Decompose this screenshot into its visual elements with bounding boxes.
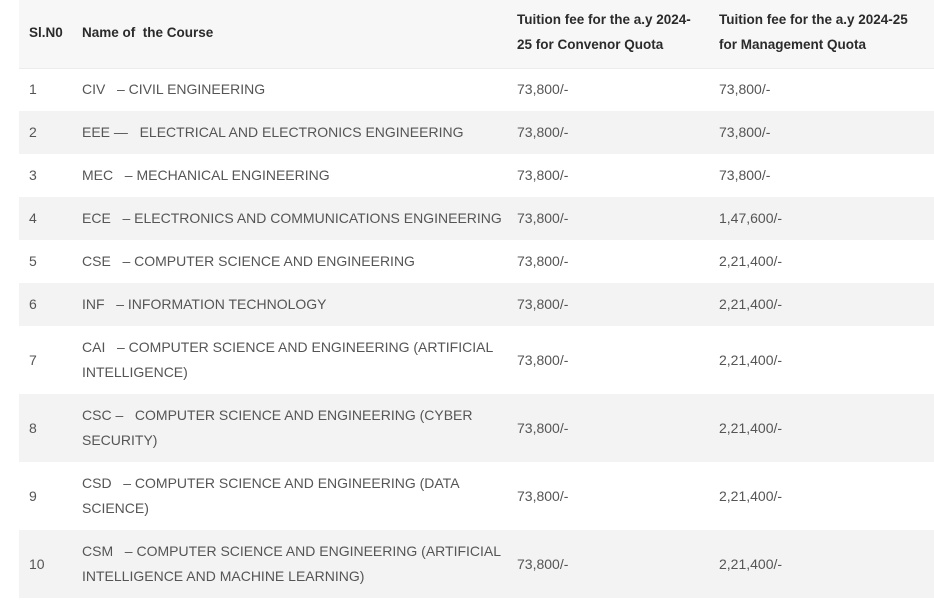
cell-convenor-fee: 73,800/- — [517, 487, 569, 504]
table-row — [19, 154, 934, 197]
table-header — [19, 0, 934, 68]
table-body — [19, 68, 934, 598]
table-row — [19, 394, 934, 462]
cell-convenor-fee: 73,800/- — [517, 351, 569, 368]
cell-course: ECE – ELECTRONICS AND COMMUNICATIONS ENGINEERING — [82, 210, 502, 226]
cell-sno: 9 — [29, 487, 37, 504]
cell-course: CIV – CIVIL ENGINEERING — [82, 81, 266, 98]
header-course: Name of the Course — [82, 24, 214, 40]
cell-course: CSC – COMPUTER SCIENCE AND ENGINEERING (CYBER SECURITY) — [82, 407, 477, 448]
cell-management-fee: 2,21,400/- — [719, 351, 783, 368]
cell-management-fee: 2,21,400/- — [719, 487, 783, 504]
cell-sno: 8 — [29, 419, 37, 436]
cell-management-fee: 73,800/- — [719, 81, 771, 98]
table-row — [19, 68, 934, 111]
cell-course: CAI – COMPUTER SCIENCE AND ENGINEERING (ARTIFICIAL INTELLIGENCE) — [82, 339, 497, 380]
cell-course: CSD – COMPUTER SCIENCE AND ENGINEERING (DATA SCIENCE) — [82, 475, 463, 516]
table-row — [19, 240, 934, 283]
fee-table — [19, 0, 934, 598]
cell-convenor-fee: 73,800/- — [517, 81, 569, 98]
cell-sno: 5 — [29, 253, 37, 269]
cell-management-fee: 2,21,400/- — [719, 555, 783, 572]
cell-convenor-fee: 73,800/- — [517, 253, 569, 269]
cell-management-fee: 2,21,400/- — [719, 296, 783, 312]
cell-convenor-fee: 73,800/- — [517, 296, 569, 312]
header-row — [19, 0, 934, 68]
cell-management-fee: 73,800/- — [719, 167, 771, 183]
cell-management-fee: 2,21,400/- — [719, 253, 783, 269]
cell-course: CSE – COMPUTER SCIENCE AND ENGINEERING — [82, 253, 415, 269]
cell-course: EEE — ELECTRICAL AND ELECTRONICS ENGINEERING — [82, 124, 464, 140]
cell-course: MEC – MECHANICAL ENGINEERING — [82, 167, 330, 183]
table-row — [19, 462, 934, 530]
cell-management-fee: 2,21,400/- — [719, 419, 783, 436]
cell-sno: 6 — [29, 296, 37, 312]
header-management-fee: Tuition fee for the a.y 2024-25 for Management Quota — [719, 12, 908, 53]
cell-convenor-fee: 73,800/- — [517, 210, 569, 226]
cell-sno: 1 — [29, 81, 37, 98]
cell-convenor-fee: 73,800/- — [517, 555, 569, 572]
cell-sno: 7 — [29, 351, 37, 368]
table-row — [19, 111, 934, 154]
cell-management-fee: 73,800/- — [719, 124, 771, 140]
cell-course: INF – INFORMATION TECHNOLOGY — [82, 296, 327, 312]
table-row — [19, 530, 934, 598]
header-sno: Sl.N0 — [29, 24, 63, 40]
cell-sno: 10 — [29, 555, 45, 572]
cell-convenor-fee: 73,800/- — [517, 167, 569, 183]
fee-table-container — [19, 0, 934, 598]
header-convenor-fee: Tuition fee for the a.y 2024-25 for Convenor Quota — [517, 12, 691, 53]
cell-management-fee: 1,47,600/- — [719, 210, 783, 226]
cell-convenor-fee: 73,800/- — [517, 124, 569, 140]
cell-sno: 2 — [29, 124, 37, 140]
cell-sno: 4 — [29, 210, 37, 226]
cell-sno: 3 — [29, 167, 37, 183]
cell-course: CSM – COMPUTER SCIENCE AND ENGINEERING (ARTIFICIAL INTELLIGENCE AND MACHINE LEARNING) — [82, 543, 513, 584]
table-row — [19, 197, 934, 240]
cell-convenor-fee: 73,800/- — [517, 419, 569, 436]
table-row — [19, 326, 934, 394]
table-row — [19, 283, 934, 326]
